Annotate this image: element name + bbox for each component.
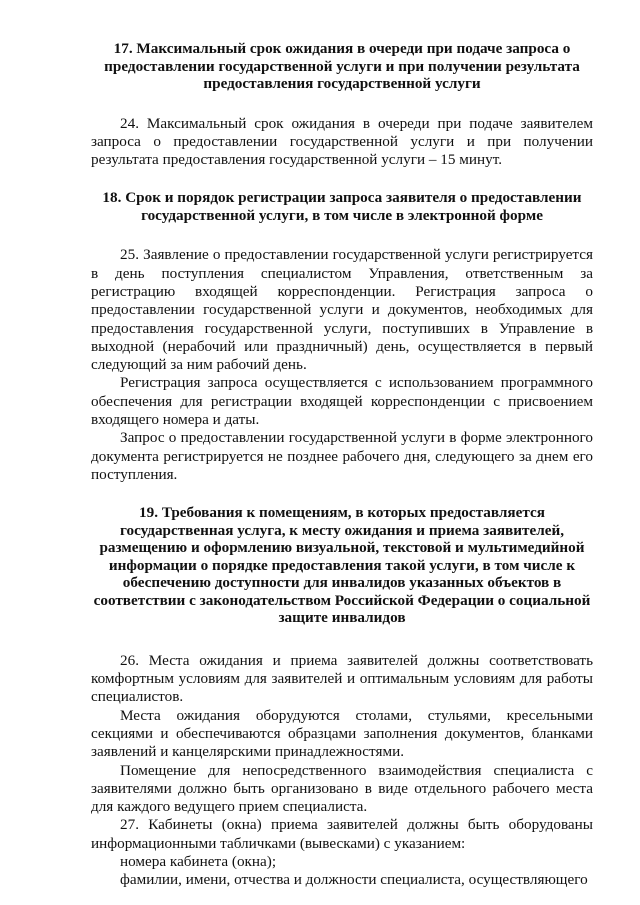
document-page xyxy=(91,40,593,890)
paragraph-25-registration: Регистрация запроса осуществляется с использованием программного обеспечения для регистрации входящей корреспонденции с присвоением входящего номера и даты. xyxy=(91,374,593,429)
paragraph-26-waiting-places: Места ожидания оборудуются столами, стульями, кресельными секциями и обеспечиваются образцами заполнения документов, бланками заявлений и канцелярскими принадлежностями. xyxy=(91,706,593,761)
list-item-specialist-name: фамилии, имени, отчества и должности специалиста, осуществляющего xyxy=(120,871,588,889)
section-19-heading: 19. Требования к помещениям, в которых предоставляется государственная услуга, к месту ожидания и приема заявителей, размещению и оформлению визуальной, текстовой и мультимедийной информации о порядке предоставления такой услуги, в том числе к обеспечению доступности для инвалидов указанных объектов в соответствии с законодательством Российской Федерации о социальной защите инвалидов xyxy=(93,504,591,627)
section-17-heading: 17. Максимальный срок ожидания в очереди при подаче запроса о предоставлении государственной услуги и при получении результата предоставления государственной услуги xyxy=(104,40,580,92)
paragraph-24: 24. Максимальный срок ожидания в очереди при подаче заявителем запроса о предоставлении государственной услуги и при получении результата предоставления государственной услуги – 15 минут. xyxy=(91,114,593,169)
paragraph-27: 27. Кабинеты (окна) приема заявителей должны быть оборудованы информационными табличками (вывесками) с указанием: xyxy=(91,816,593,852)
paragraph-25: 25. Заявление о предоставлении государственной услуги регистрируется в день поступления специалистом Управления, ответственным за регистрацию входящей корреспонденции. Регистрация запроса о предоставлении государственной услуги и документов, необходимых для предоставления государственной услуги, поступивших в Управление в выходной (нерабочий или праздничный) день, осуществляется в первый следующий за ним рабочий день. xyxy=(91,246,593,374)
paragraph-25-electronic: Запрос о предоставлении государственной услуги в форме электронного документа регистрируется не позднее рабочего дня, следующего за днем его поступления. xyxy=(91,429,593,483)
paragraph-26: 26. Места ожидания и приема заявителей должны соответствовать комфортным условиям для заявителей и оптимальным условиям для работы специалистов. xyxy=(91,651,593,706)
paragraph-26-premises: Помещение для непосредственного взаимодействия специалиста с заявителями должно быть организовано в виде отдельного рабочего места для каждого ведущего прием специалиста. xyxy=(91,761,593,816)
section-18-heading: 18. Срок и порядок регистрации запроса заявителя о предоставлении государственной услуги, в том числе в электронной форме xyxy=(102,189,582,224)
list-item-room-number: номера кабинета (окна); xyxy=(120,853,277,871)
